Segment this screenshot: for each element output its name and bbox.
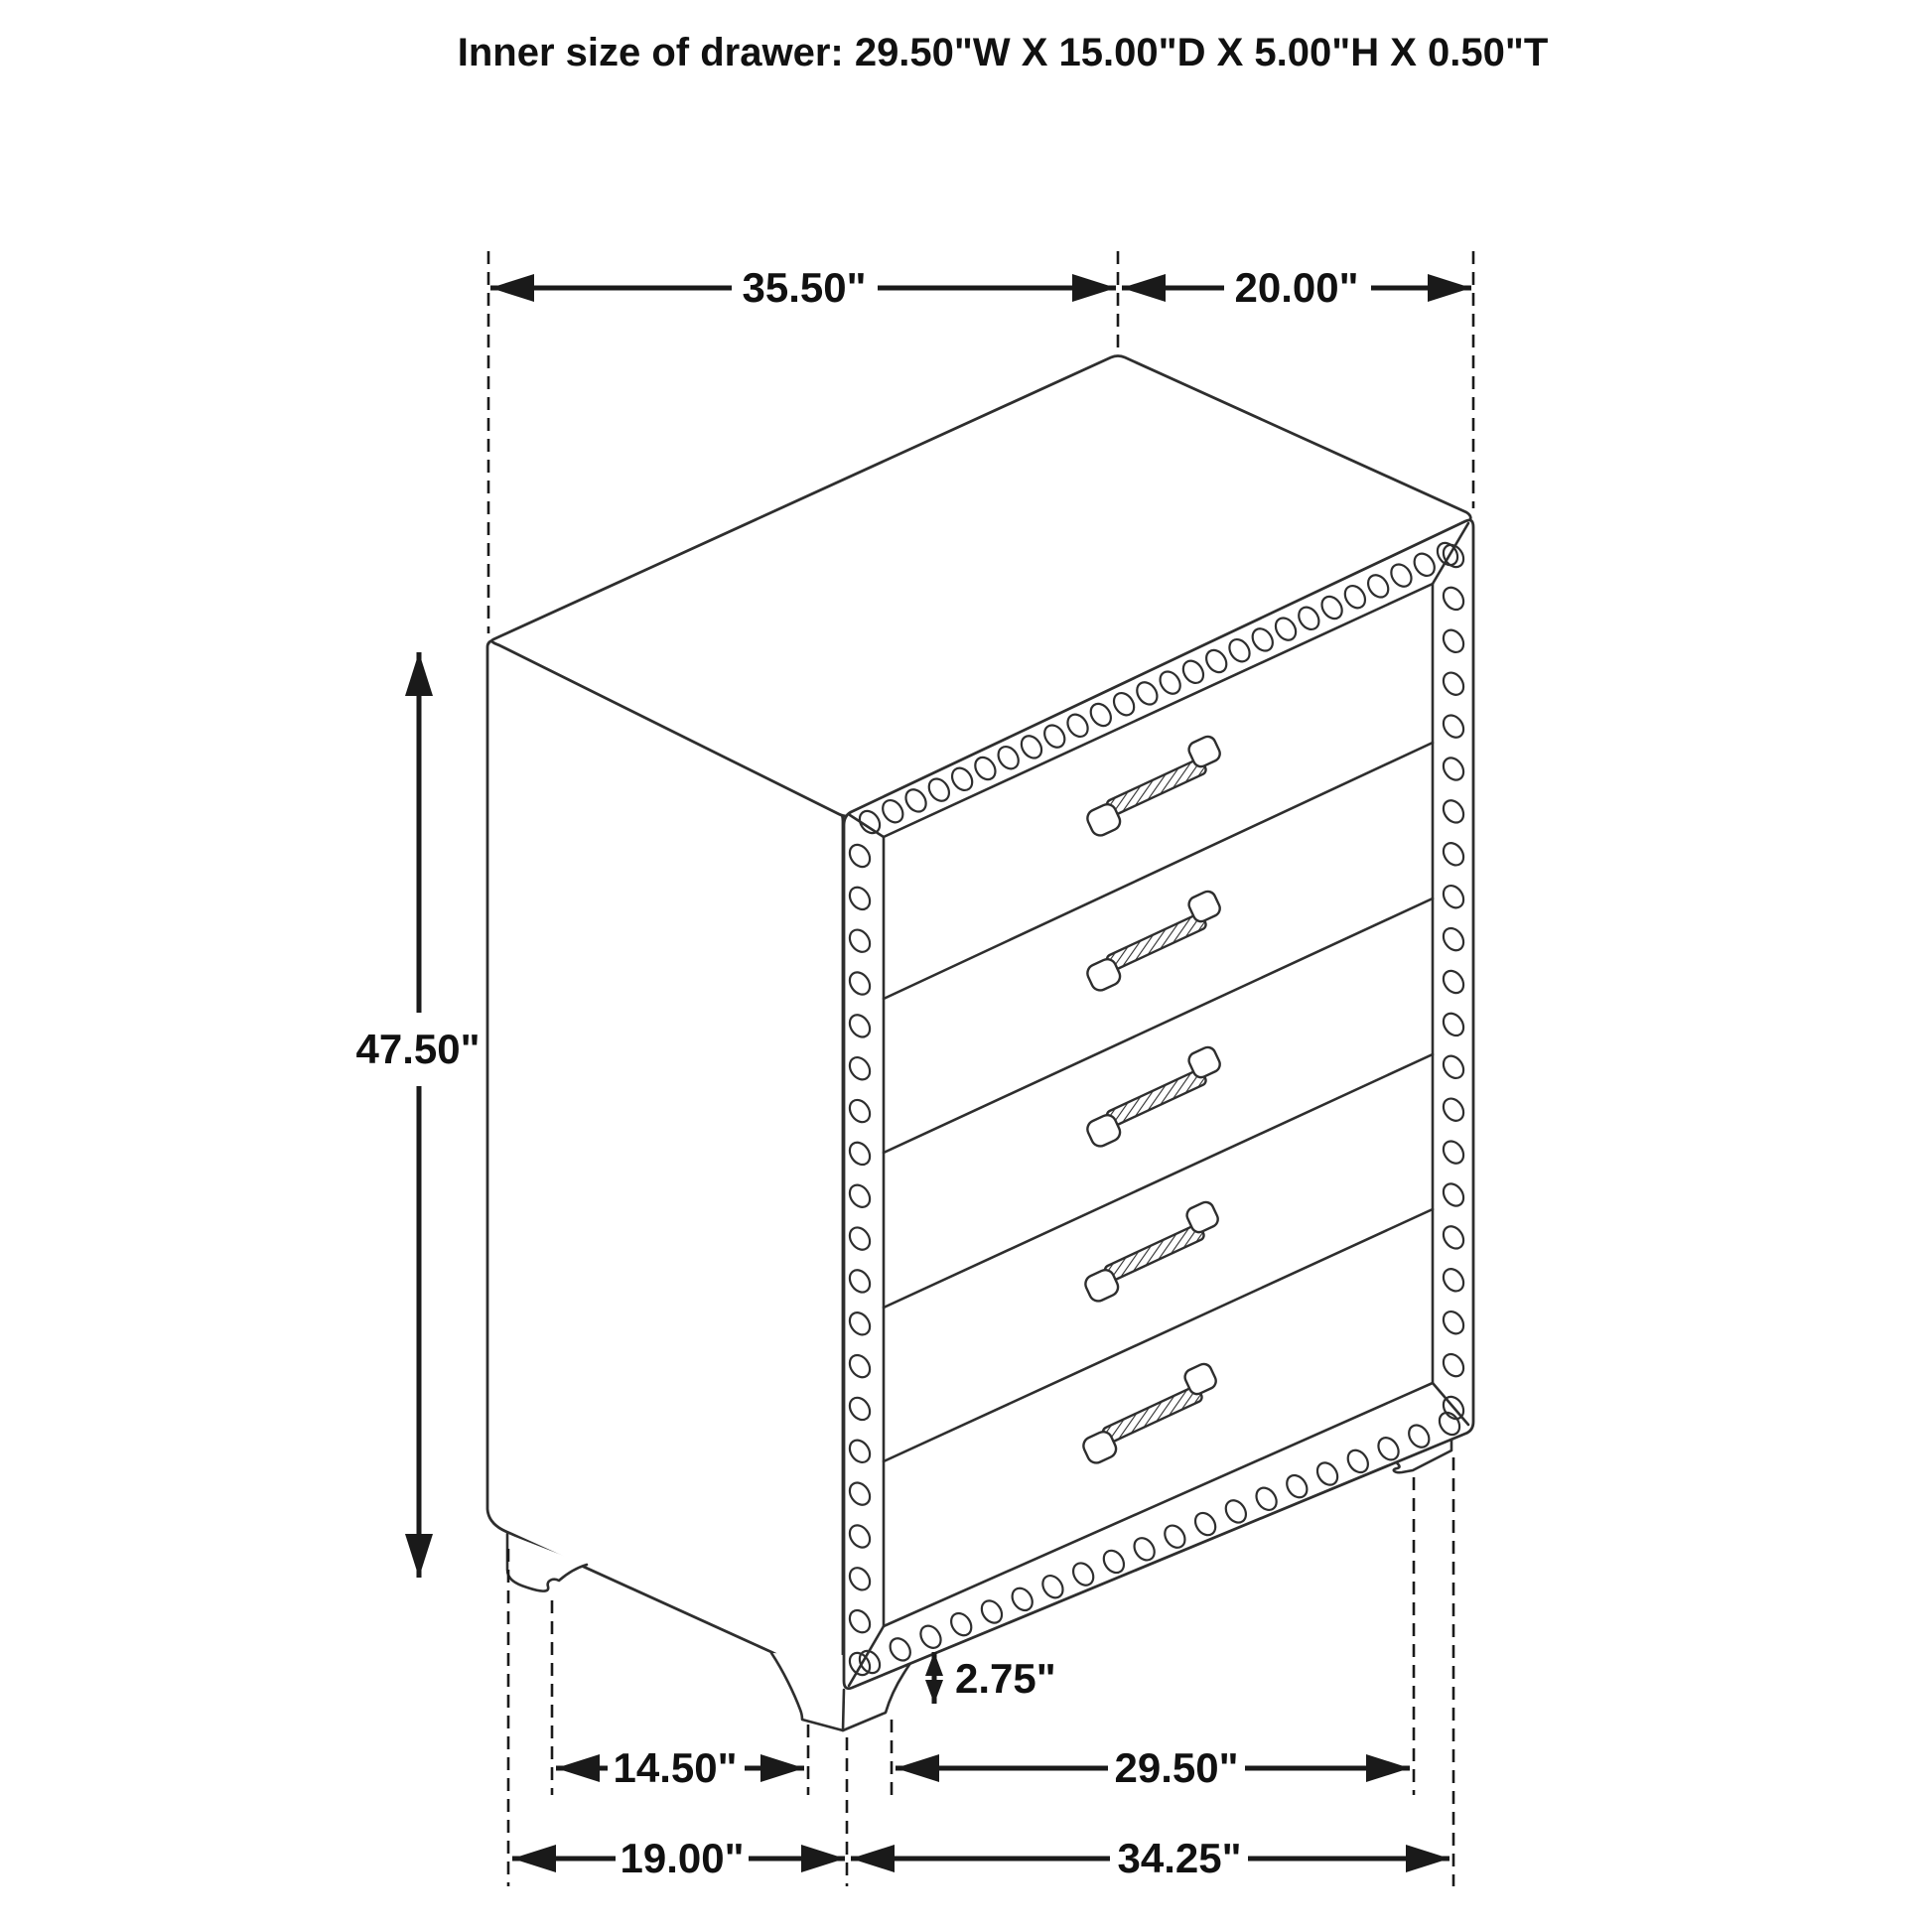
dimension-base-depth: [512, 1835, 845, 1881]
dimension-foot-height: [934, 1652, 1056, 1704]
dimension-top-depth-label: 20.00": [1234, 264, 1359, 311]
dimension-top-depth: [1122, 264, 1471, 311]
dimension-front-foot-spacing: [896, 1744, 1410, 1791]
chest-drawing: [487, 356, 1473, 1731]
dimension-overall-height: [355, 652, 480, 1578]
front-left-foot-corner-edge: [843, 1690, 844, 1730]
diagram-title: Inner size of drawer: 29.50"W X 15.00"D X 5.00"H X 0.50"T: [457, 31, 1549, 74]
dimension-base-depth-label: 19.00": [620, 1835, 745, 1881]
dimension-top-width-label: 35.50": [742, 264, 867, 311]
dimension-top-width: [490, 264, 1116, 311]
dimension-base-width-label: 34.25": [1117, 1835, 1242, 1881]
dimension-base-width: [851, 1835, 1449, 1881]
chest-side-face: [487, 640, 843, 1688]
dimension-overall-height-label: 47.50": [355, 1026, 481, 1072]
dimension-foot-height-label: 2.75": [955, 1655, 1056, 1702]
dimension-side-foot-spacing: [556, 1744, 804, 1791]
dimension-side-foot-spacing-label: 14.50": [613, 1744, 738, 1791]
dimension-front-foot-spacing-label: 29.50": [1114, 1744, 1239, 1791]
